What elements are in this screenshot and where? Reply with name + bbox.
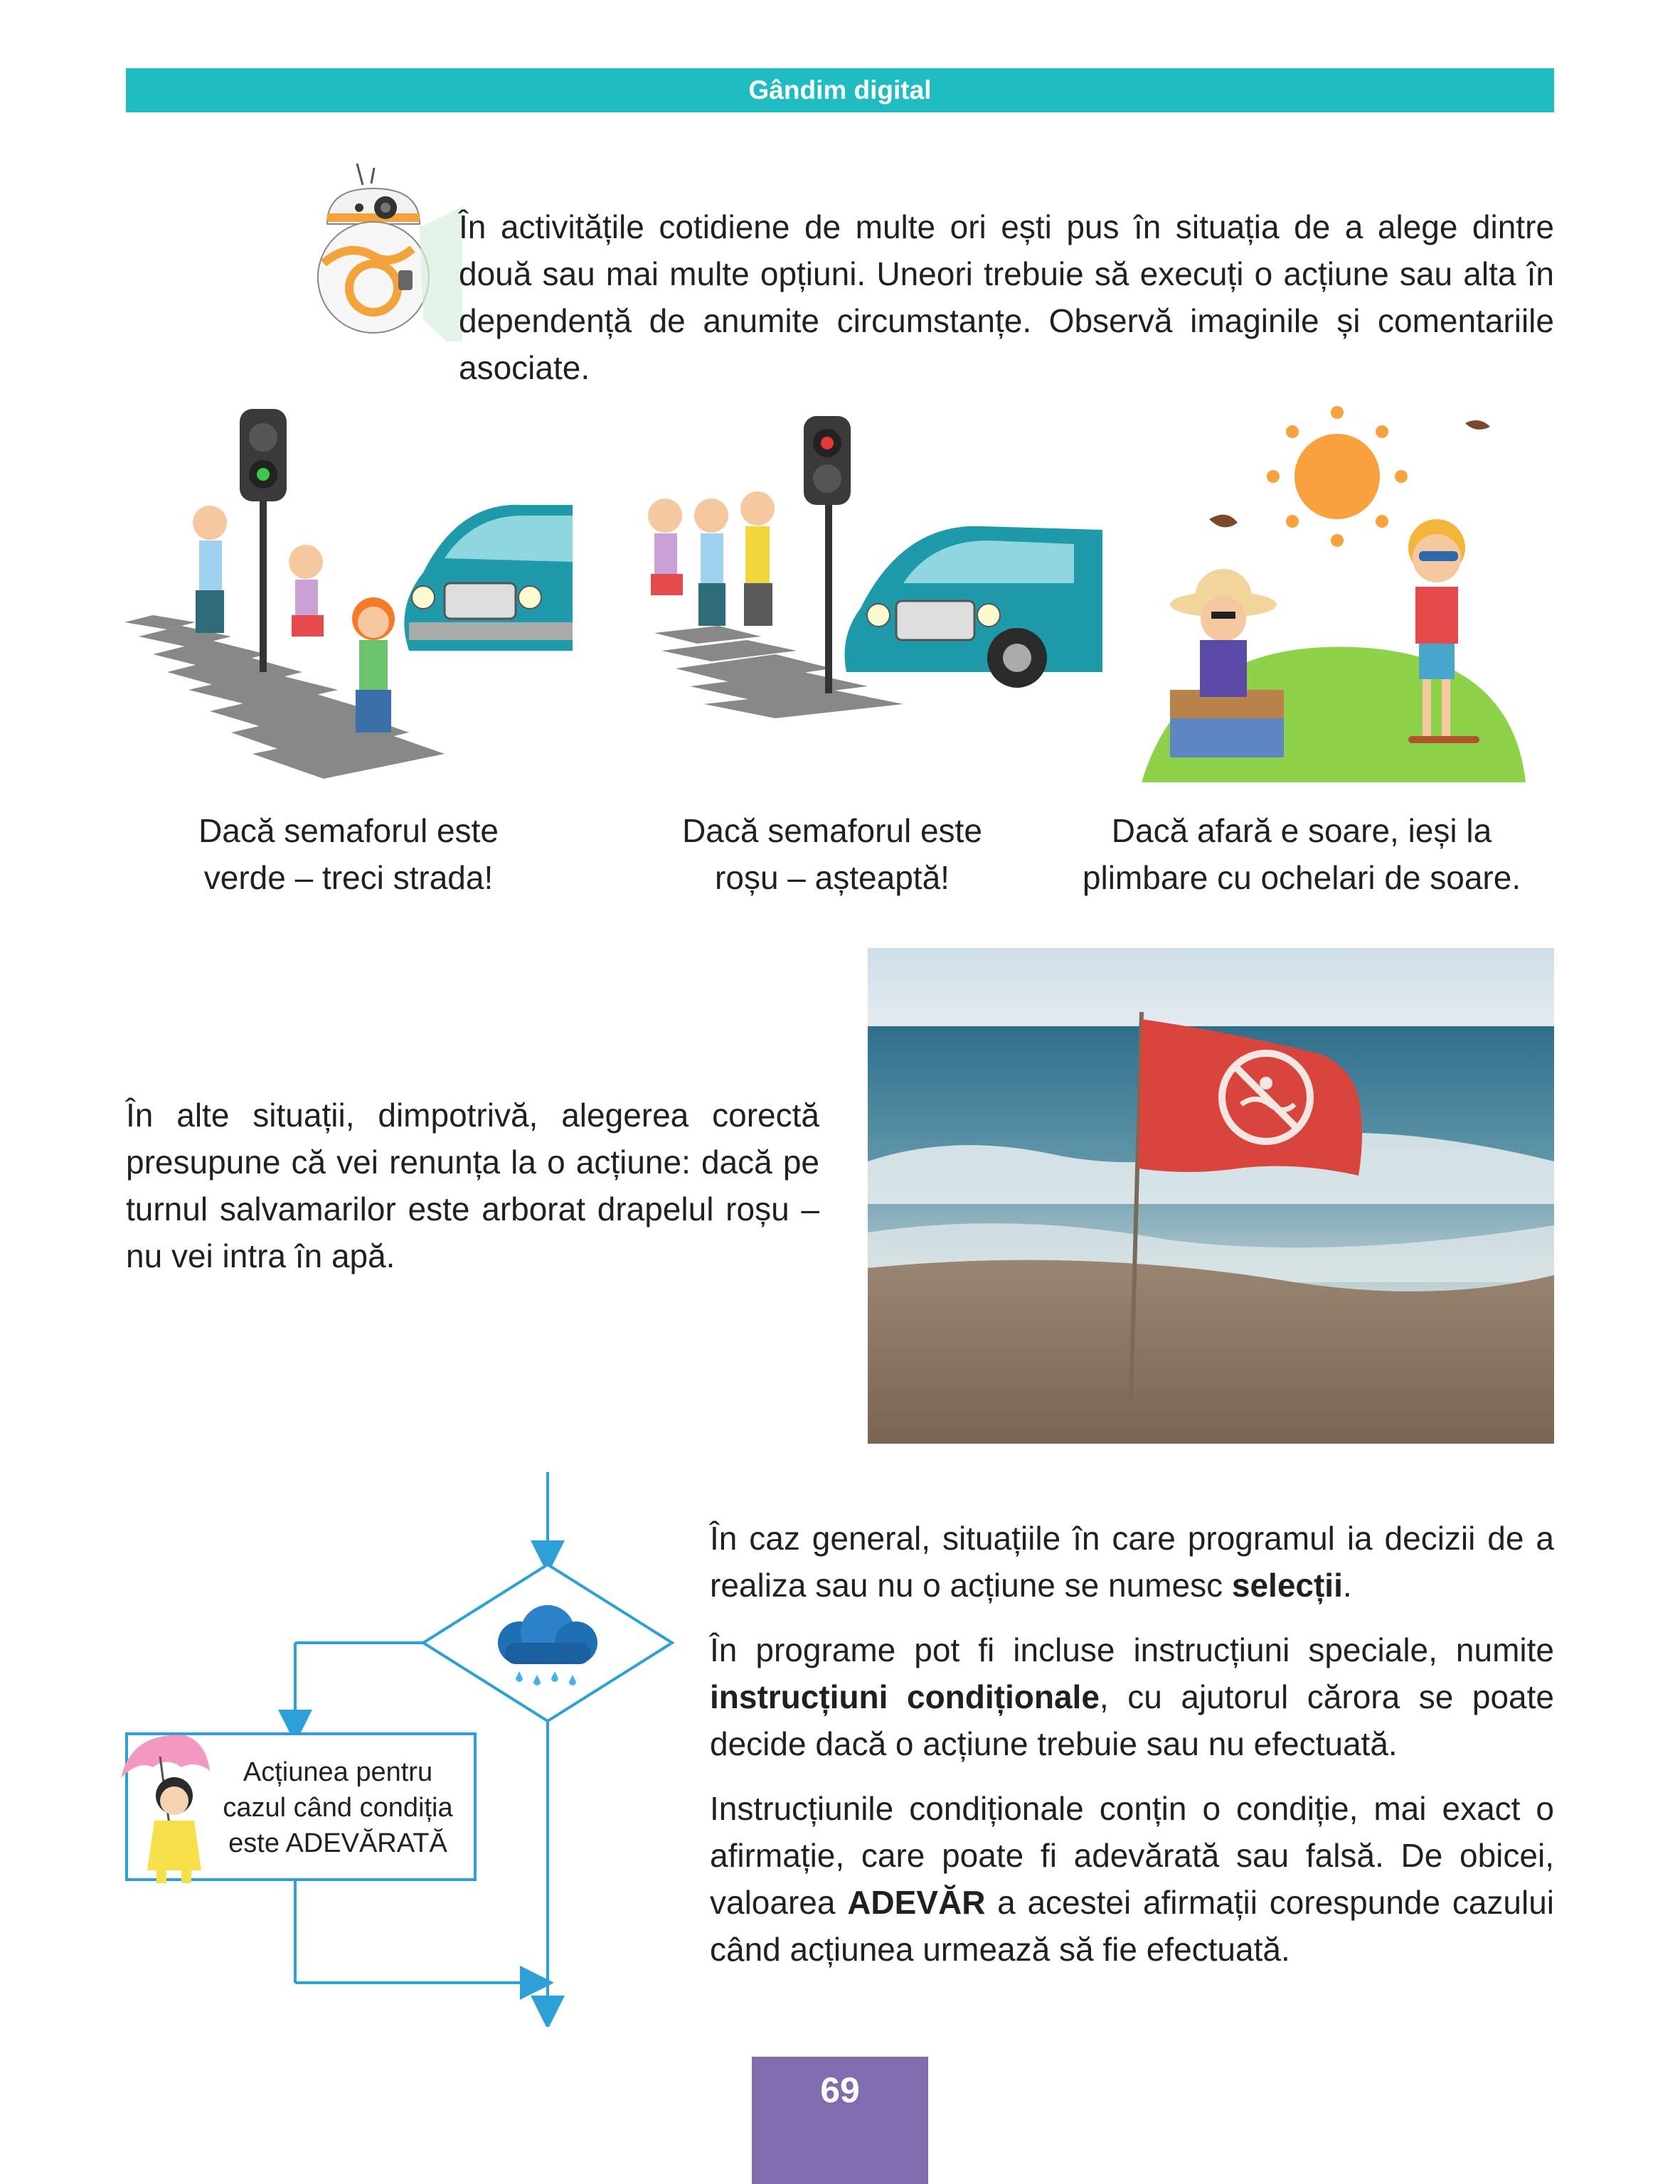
caption-red-light: Dacă semaforul este roșu – așteaptă! [682,812,982,896]
red-flag-paragraph: În alte situații, dimpotrivă, alegerea corectă presupune că vei renunța la o acțiune: dacă pe turnul salvamarilor este arborat drapelul roșu – nu vei intra în apă. [126,1097,819,1274]
term-selections: selecții [1231,1567,1343,1604]
page-number-tab [752,2057,928,2184]
term-conditional-instructions: instrucțiuni condiționale [710,1678,1100,1715]
green-light-crossing-illustration [124,409,573,786]
page-number: 69 [820,2070,860,2110]
header-bar [126,68,1554,112]
girl-with-umbrella-icon [117,1728,217,1885]
header-title: Gândim digital [748,75,932,105]
flowchart-action-box: Acțiunea pentru cazul când condiția este ADEVĂRATĂ [223,1757,453,1858]
selection-paragraph: În caz general, situațiile în care programul ia decizii de a realiza sau nu o acțiune se numesc selecții. [710,1520,1554,1604]
beach-red-flag-photo [868,948,1554,1444]
robot-mascot-icon [306,164,466,341]
red-light-waiting-illustration [633,416,1102,786]
caption-green-light: Dacă semaforul este verde – treci strada! [198,812,499,896]
caption-sunny-day: Dacă afară e soare, ieși la plimbare cu ochelari de soare. [1082,812,1521,896]
term-true: ADEVĂR [847,1884,986,1921]
intro-paragraph: În activitățile cotidiene de multe ori ești pus în situația de a alege dintre două sau mai multe opțiuni. Uneori trebuie să execuți o acțiune sau alta în dependență de anumite circumstanțe. Observă imaginile și comentariile asociate. [459,208,1554,386]
rain-cloud-icon [477,1604,619,1689]
condition-paragraph: Instrucțiunile condiționale conțin o condiție, mai exact o afirmație, care poate fi adevărată sau falsă. De obicei, valoarea ADEVĂR a acestei afirmații corespunde cazului când acțiunea urmează să fie efectuată. [710,1790,1555,1968]
sunny-day-illustration [1142,405,1526,786]
conditional-instructions-paragraph: În programe pot fi incluse instrucțiuni speciale, numite instrucțiuni condiționale, cu ajutorul cărora se poate decide dacă o acțiune trebuie sau nu efectuată. [710,1631,1555,1762]
